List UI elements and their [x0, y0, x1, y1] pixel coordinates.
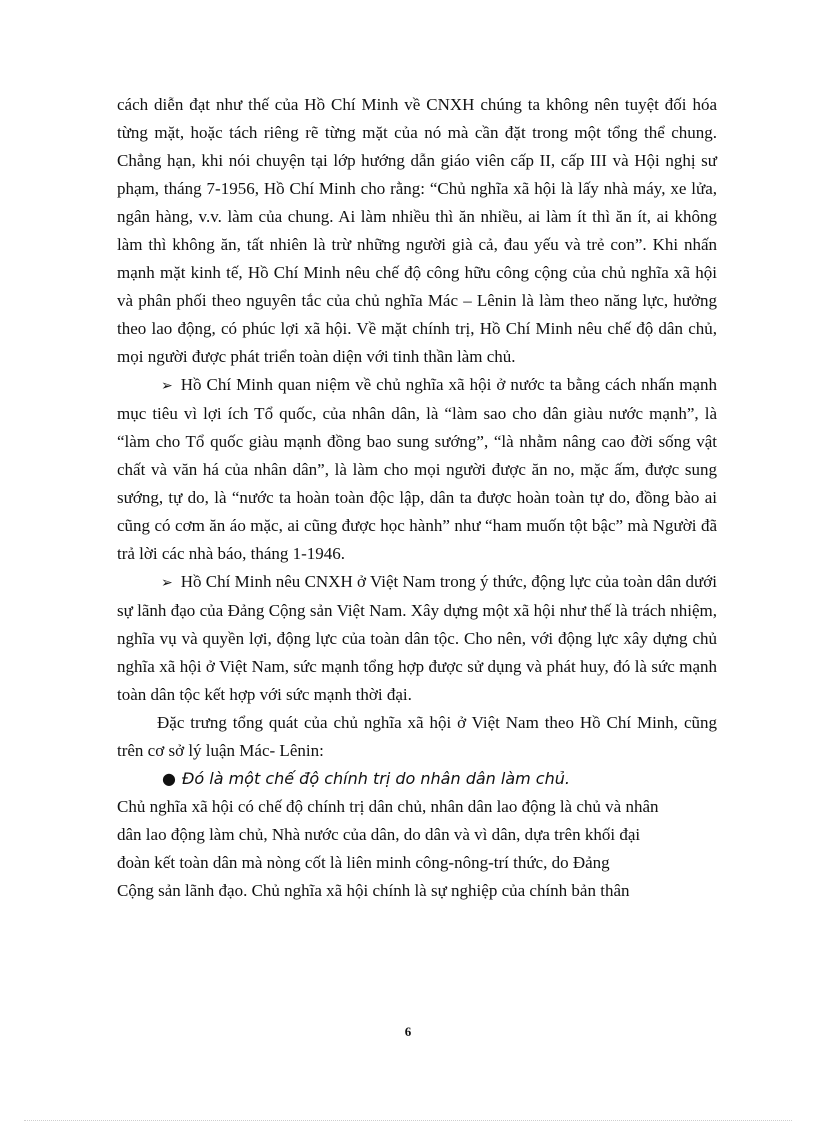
paragraph-3-text: Hồ Chí Minh nêu CNXH ở Việt Nam trong ý thức, động lực của toàn dân dưới sự lãnh đạo của Đảng Cộng sản Việt Nam. Xây dựng một xã hội như thế là trách nhiệm, nghĩa vụ và quyền lợi, động lực của toàn dân tộc. Cho nên, với động lực xây dựng chủ nghĩa xã hội ở Việt Nam, sức mạnh tổng hợp được sử dụng và phát huy, đó là sức mạnh toàn dân tộc kết hợp với sức mạnh thời đại. [117, 572, 717, 704]
paragraph-2 [117, 371, 717, 568]
line-b: dân lao động làm chủ, Nhà nước của dân, do dân và vì dân, dựa trên khối đại [117, 825, 641, 844]
line-a: Chủ nghĩa xã hội có chế độ chính trị dân chủ, nhân dân lao động là chủ và nhân [117, 797, 659, 816]
page-number: 6 [404, 1024, 412, 1039]
paragraph-2-text: Hồ Chí Minh quan niệm về chủ nghĩa xã hội ở nước ta bằng cách nhấn mạnh mục tiêu vì lợi ích Tổ quốc, của nhân dân, là “làm sao cho dân giàu nước mạnh”, là “làm cho Tổ quốc giàu mạnh đồng bao sung sướng”, “là nhằm nâng cao đời sống vật chất và văn há của nhân dân”, là làm cho mọi người được ăn no, mặc ấm, được sung sướng, tự do, là “nước ta hoàn toàn độc lập, dân ta được hoàn toàn tự do, đồng bào ai cũng có cơm ăn áo mặc, ai cũng được học hành” như “ham muốn tột bậc” mà Người đã trả lời các nhà báo, tháng 1-1946. [117, 375, 717, 563]
paragraph-1: cách diễn đạt như thế của Hồ Chí Minh về CNXH chúng ta không nên tuyệt đối hóa từng mặt, hoặc tách riêng rẽ từng mặt của nó mà cần đặt trong một tổng thể chung. Chẳng hạn, khi nói chuyện tại lớp hướng dẫn giáo viên cấp II, cấp III và Hội nghị sư phạm, tháng 7-1956, Hồ Chí Minh cho rằng: “Chủ nghĩa xã hội là lấy nhà máy, xe lửa, ngân hàng, v.v. làm của chung. Ai làm nhiều thì ăn nhiều, ai làm ít thì ăn ít, ai không làm thì không ăn, tất nhiên là trừ những người già cả, đau yếu và trẻ con”. Khi nhấn mạnh mặt kinh tế, Hồ Chí Minh nêu chế độ công hữu công cộng của chủ nghĩa xã hội và phân phối theo nguyên tắc của chủ nghĩa Mác – Lênin là làm theo năng lực, hưởng theo lao động, có phúc lợi xã hội. Về mặt chính trị, Hồ Chí Minh nêu chế độ dân chủ, mọi người được phát triển toàn diện với tinh thần làm chủ. [117, 95, 717, 366]
document-body [117, 91, 717, 905]
line-c: đoàn kết toàn dân mà nòng cốt là liên minh công-nông-trí thức, do Đảng [117, 853, 610, 872]
bullet-dot-icon: ● [162, 769, 176, 788]
bullet-item-text: Đó là một chế độ chính trị do nhân dân làm chủ. [181, 769, 570, 788]
paragraph-3 [117, 568, 717, 709]
paragraph-4: Đặc trưng tổng quát của chủ nghĩa xã hội ở Việt Nam theo Hồ Chí Minh, cũng trên cơ sở lý luận Mác- Lênin: [117, 713, 717, 760]
arrow-bullet-icon: ➢ [161, 378, 173, 394]
page-bottom-divider [24, 1120, 792, 1122]
arrow-bullet-icon: ➢ [161, 575, 173, 591]
line-d: Cộng sản lãnh đạo. Chủ nghĩa xã hội chính là sự nghiệp của chính bản thân [117, 881, 630, 900]
bullet-item [162, 765, 717, 793]
